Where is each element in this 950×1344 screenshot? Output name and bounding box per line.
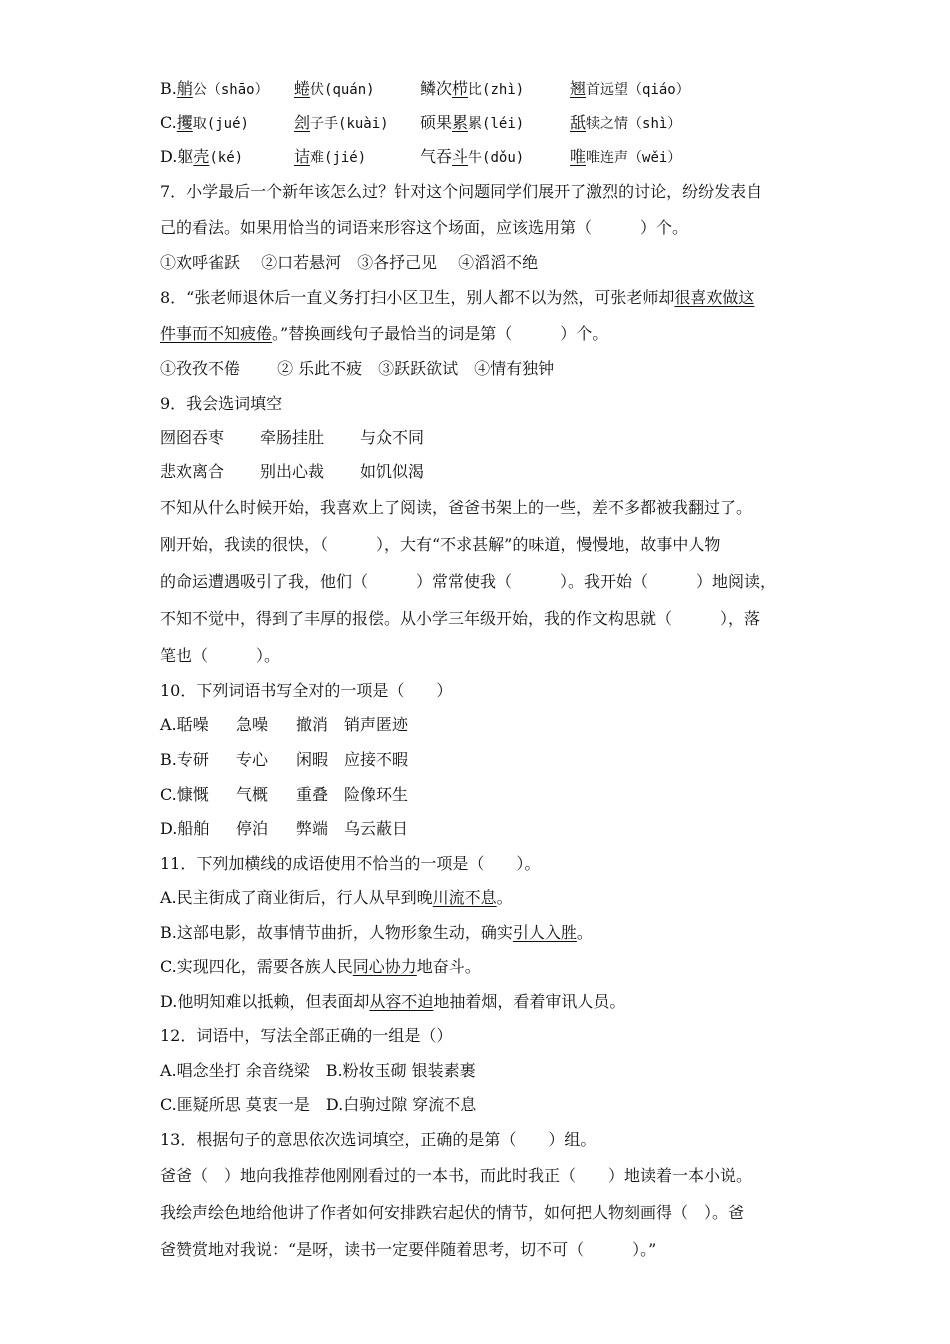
q8-line-2: 件事而不知疲倦。”替换画线句子最恰当的词是第（ ）个。: [160, 324, 609, 343]
q6-c-item-3: 硕果累累(léi): [420, 113, 525, 132]
q6-b-item-2: 蜷伏(quán): [294, 79, 375, 98]
q10-word: 重叠: [296, 785, 329, 804]
q13-para-line: 爸爸（ ）地向我推荐他刚刚看过的一本书，而此时我正（ ）地读着一本小说。: [160, 1166, 753, 1185]
q10-option-d: [160, 814, 408, 844]
q13-para-line: 我绘声绘色地给他讲了作者如何安排跌宕起伏的情节，如何把人物刻画得（ ）。爸: [160, 1203, 745, 1222]
q10-word: 闲暇: [296, 750, 329, 769]
q6-c-item-2: 刽子手(kuài): [294, 113, 389, 132]
q7-line-2: 己的看法。如果用恰当的词语来形容这个场面，应该选用第（ ）个。: [160, 218, 689, 237]
q9-word: 与众不同: [360, 428, 425, 447]
q9-title: 9．我会选词填空: [160, 394, 283, 413]
q6-d-item-2: 诘难(jié): [294, 147, 367, 166]
q11-option-a: A.民主街成了商业街后，行人从早到晚川流不息。: [160, 888, 513, 907]
q9-para-line: 不知不觉中，得到了丰厚的报偿。从小学三年级开始，我的作文构思就（ ），落: [160, 609, 761, 628]
q9-para-line: 不知从什么时候开始，我喜欢上了阅读，爸爸书架上的一些，差不多都被我翻过了。: [160, 498, 753, 517]
q10-word: 撤消: [296, 715, 329, 734]
q12-options-cd: C.匪疑所思 莫衷一是 D.白驹过隙 穿流不息: [160, 1095, 477, 1114]
q11-option-c: C.实现四化，需要各族人民同心协力地奋斗。: [160, 957, 481, 976]
q8-options: ①孜孜不倦 ② 乐此不疲 ③跃跃欲试 ④情有独钟: [160, 359, 555, 378]
q6-c-item-4: 舐犊之情（shì）: [570, 113, 682, 132]
q10-word: C.慷慨: [160, 785, 209, 804]
q10-word: 险像环生: [344, 785, 409, 804]
q10-word: 停泊: [236, 819, 269, 838]
q11-option-d: D.他明知难以抵赖，但表面却从容不迫地抽着烟，看着审讯人员。: [160, 992, 626, 1011]
q10-word: 急噪: [236, 715, 269, 734]
q10-word: 销声匿迹: [344, 715, 409, 734]
q6-d-item-1: D.躯壳(ké): [160, 147, 244, 166]
q12-options-ab: A.唱念坐打 余音绕梁 B.粉妆玉砌 银装素裹: [160, 1061, 476, 1080]
q7-line-1: 7．小学最后一个新年该怎么过？针对这个问题同学们展开了激烈的讨论，纷纷发表自: [160, 182, 763, 201]
q13-para-line: 爸赞赏地对我说：“是呀，读书一定要伴随着思考，切不可（ ）。”: [160, 1240, 657, 1259]
q6-b-item-4: 翘首远望（qiáo）: [570, 79, 690, 98]
q12-title: 12．词语中，写法全部正确的一组是（）: [160, 1026, 453, 1045]
q9-word: 别出心裁: [260, 462, 325, 481]
q6-option-c: [160, 108, 681, 138]
q13-title: 13．根据句子的意思依次选词填空，正确的是第（ ）组。: [160, 1130, 597, 1149]
q9-para-line: 刚开始，我读的很快，（ ），大有“不求甚解”的味道，慢慢地，故事中人物: [160, 535, 721, 554]
q9-words-row-2: [160, 457, 424, 487]
q6-b-item-1: B.艄公（shāo）: [160, 79, 269, 98]
q10-option-c: [160, 780, 408, 810]
q10-word: 应接不暇: [344, 750, 409, 769]
q9-word: 悲欢离合: [160, 462, 225, 481]
q7-options: ①欢呼雀跃 ②口若悬河 ③各抒己见 ④滔滔不绝: [160, 253, 539, 272]
q11-option-b: B.这部电影，故事情节曲折，人物形象生动，确实引人入胜。: [160, 923, 593, 942]
q11-title: 11．下列加横线的成语使用不恰当的一项是（ ）。: [160, 854, 541, 873]
q10-word: 乌云蔽日: [344, 819, 409, 838]
q9-word: 如饥似渴: [360, 462, 425, 481]
q10-option-a: [160, 710, 408, 740]
q8-line-1: 8．“张老师退休后一直义务打扫小区卫生，别人都不以为然，可张老师却很喜欢做这: [160, 288, 755, 307]
q10-option-b: [160, 745, 408, 775]
q10-word: 弊端: [296, 819, 329, 838]
q6-d-item-3: 气吞斗牛(dǒu): [420, 147, 525, 166]
q9-words-row-1: [160, 423, 424, 453]
q9-word: 牵肠挂肚: [260, 428, 325, 447]
q6-c-item-1: C.攫取(jué): [160, 113, 249, 132]
q6-option-b: [160, 74, 690, 104]
q10-word: A.聒噪: [160, 715, 209, 734]
q10-title: 10．下列词语书写全对的一项是（ ）: [160, 681, 453, 700]
q10-word: 专心: [236, 750, 269, 769]
q6-option-d: [160, 142, 681, 172]
q9-para-line: 笔也（ ）。: [160, 646, 281, 665]
q10-word: 气概: [236, 785, 269, 804]
q6-b-item-3: 鳞次栉比(zhì): [420, 79, 525, 98]
q6-d-item-4: 唯唯连声（wěi）: [570, 147, 682, 166]
q9-word: 囫囵吞枣: [160, 428, 225, 447]
q10-word: D.船舶: [160, 819, 210, 838]
q9-para-line: 的命运遭遇吸引了我，他们（ ）常常使我（ ）。我开始（ ）地阅读，: [160, 572, 777, 591]
q10-word: B.专研: [160, 750, 209, 769]
